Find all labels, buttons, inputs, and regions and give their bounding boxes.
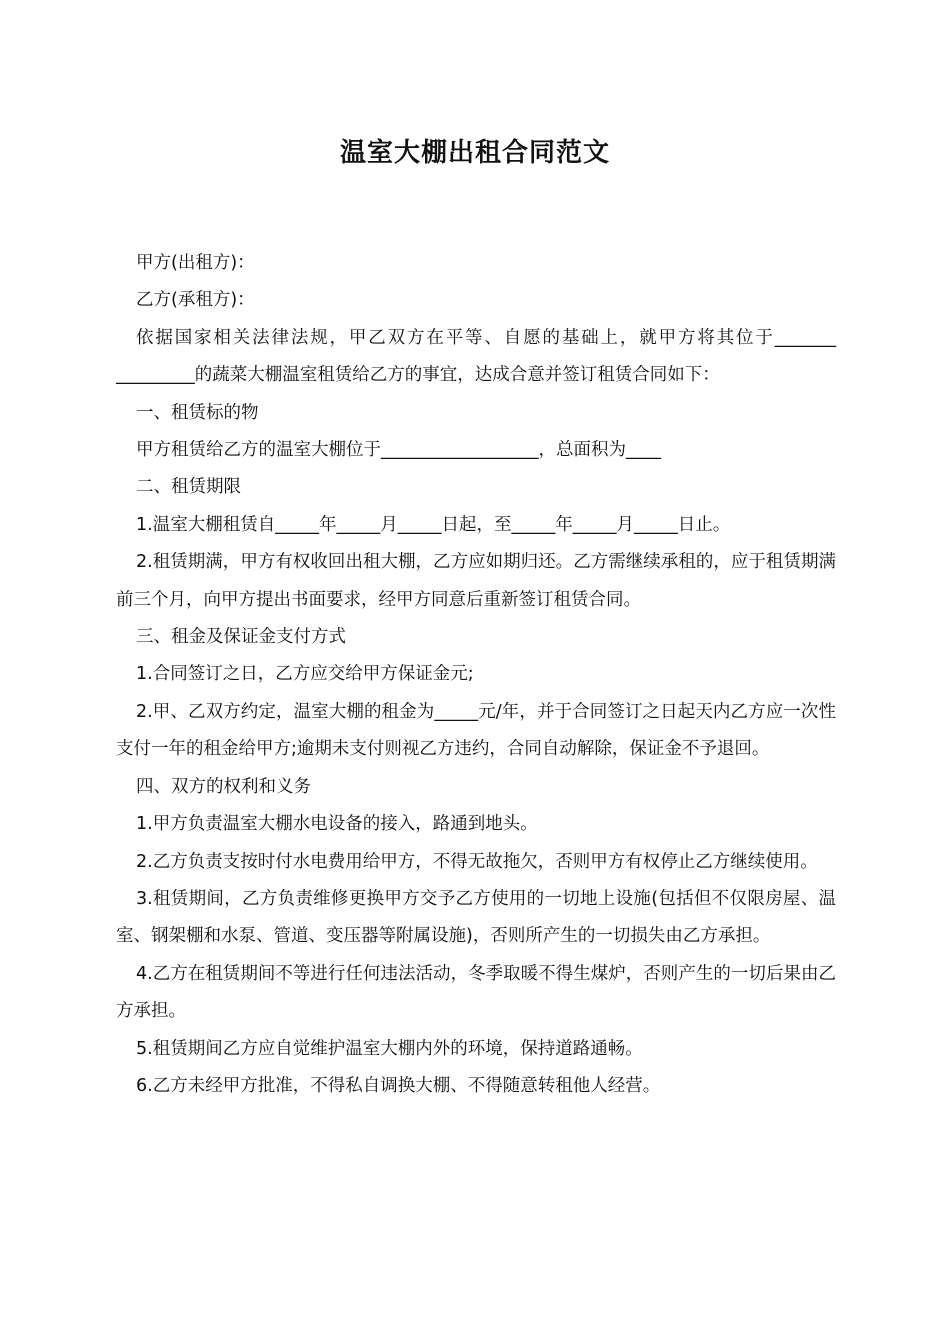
payment-clause-1: 1.合同签订之日，乙方应交给甲方保证金元; <box>136 664 474 685</box>
section-heading-lease-object: 一、租赁标的物 <box>136 402 259 423</box>
rights-clause-1: 1.甲方负责温室大棚水电设备的接入，路通到地头。 <box>136 814 538 835</box>
lease-term-clause-1: 1.温室大棚租赁自_____年_____月_____日起，至_____年_____月_____日止。 <box>136 514 731 535</box>
party-a-line: 甲方(出租方)： <box>136 253 255 273</box>
payment-clause-2: 2.甲、乙双方约定，温室大棚的租金为_____元/年，并于合同签订之日起天内乙方应一次性支付一年的租金给甲方;逾期未支付则视乙方违约，合同自动解除，保证金不予退回。 <box>116 701 836 760</box>
preamble-paragraph: 依据国家相关法律法规，甲乙双方在平等、自愿的基础上，就甲方将其位于_______ _________的蔬菜大棚温室租赁给乙方的事宜，达成合意并签订租赁合同如下： <box>116 327 842 386</box>
rights-clause-3: 3.租赁期间，乙方负责维修更换甲方交予乙方使用的一切地上设施(包括但不仅限房屋、温室、钢架棚和水泵、管道、变压器等附属设施)，否则所产生的一切损失由乙方承担。 <box>116 888 836 947</box>
section-heading-lease-term: 二、租赁期限 <box>136 477 241 498</box>
rights-clause-5: 5.租赁期间乙方应自觉维护温室大棚内外的环境，保持道路通畅。 <box>136 1038 643 1059</box>
party-b-line: 乙方(承租方)： <box>136 290 255 311</box>
rights-clause-2: 2.乙方负责支按时付水电费用给甲方，不得无故拖欠，否则甲方有权停止乙方继续使用。 <box>136 851 818 872</box>
section-heading-rights-obligations: 四、双方的权利和义务 <box>136 776 311 797</box>
rights-clause-6: 6.乙方未经甲方批准，不得私自调换大棚、不得随意转租他人经营。 <box>136 1075 661 1096</box>
section-heading-payment: 三、租金及保证金支付方式 <box>136 627 346 648</box>
document-title: 温室大棚出租合同范文 <box>339 138 610 168</box>
lease-object-paragraph: 甲方租赁给乙方的温室大棚位于__________________，总面积为____ <box>136 440 661 461</box>
rights-clause-4: 4.乙方在租赁期间不等进行任何违法活动，冬季取暖不得生煤炉，否则产生的一切后果由乙方承担。 <box>116 963 836 1022</box>
document-body <box>116 245 842 1105</box>
lease-term-clause-2: 2.租赁期满，甲方有权收回出租大棚，乙方应如期归还。乙方需继续承租的，应于租赁期满前三个月，向甲方提出书面要求，经甲方同意后重新签订租赁合同。 <box>116 552 836 610</box>
